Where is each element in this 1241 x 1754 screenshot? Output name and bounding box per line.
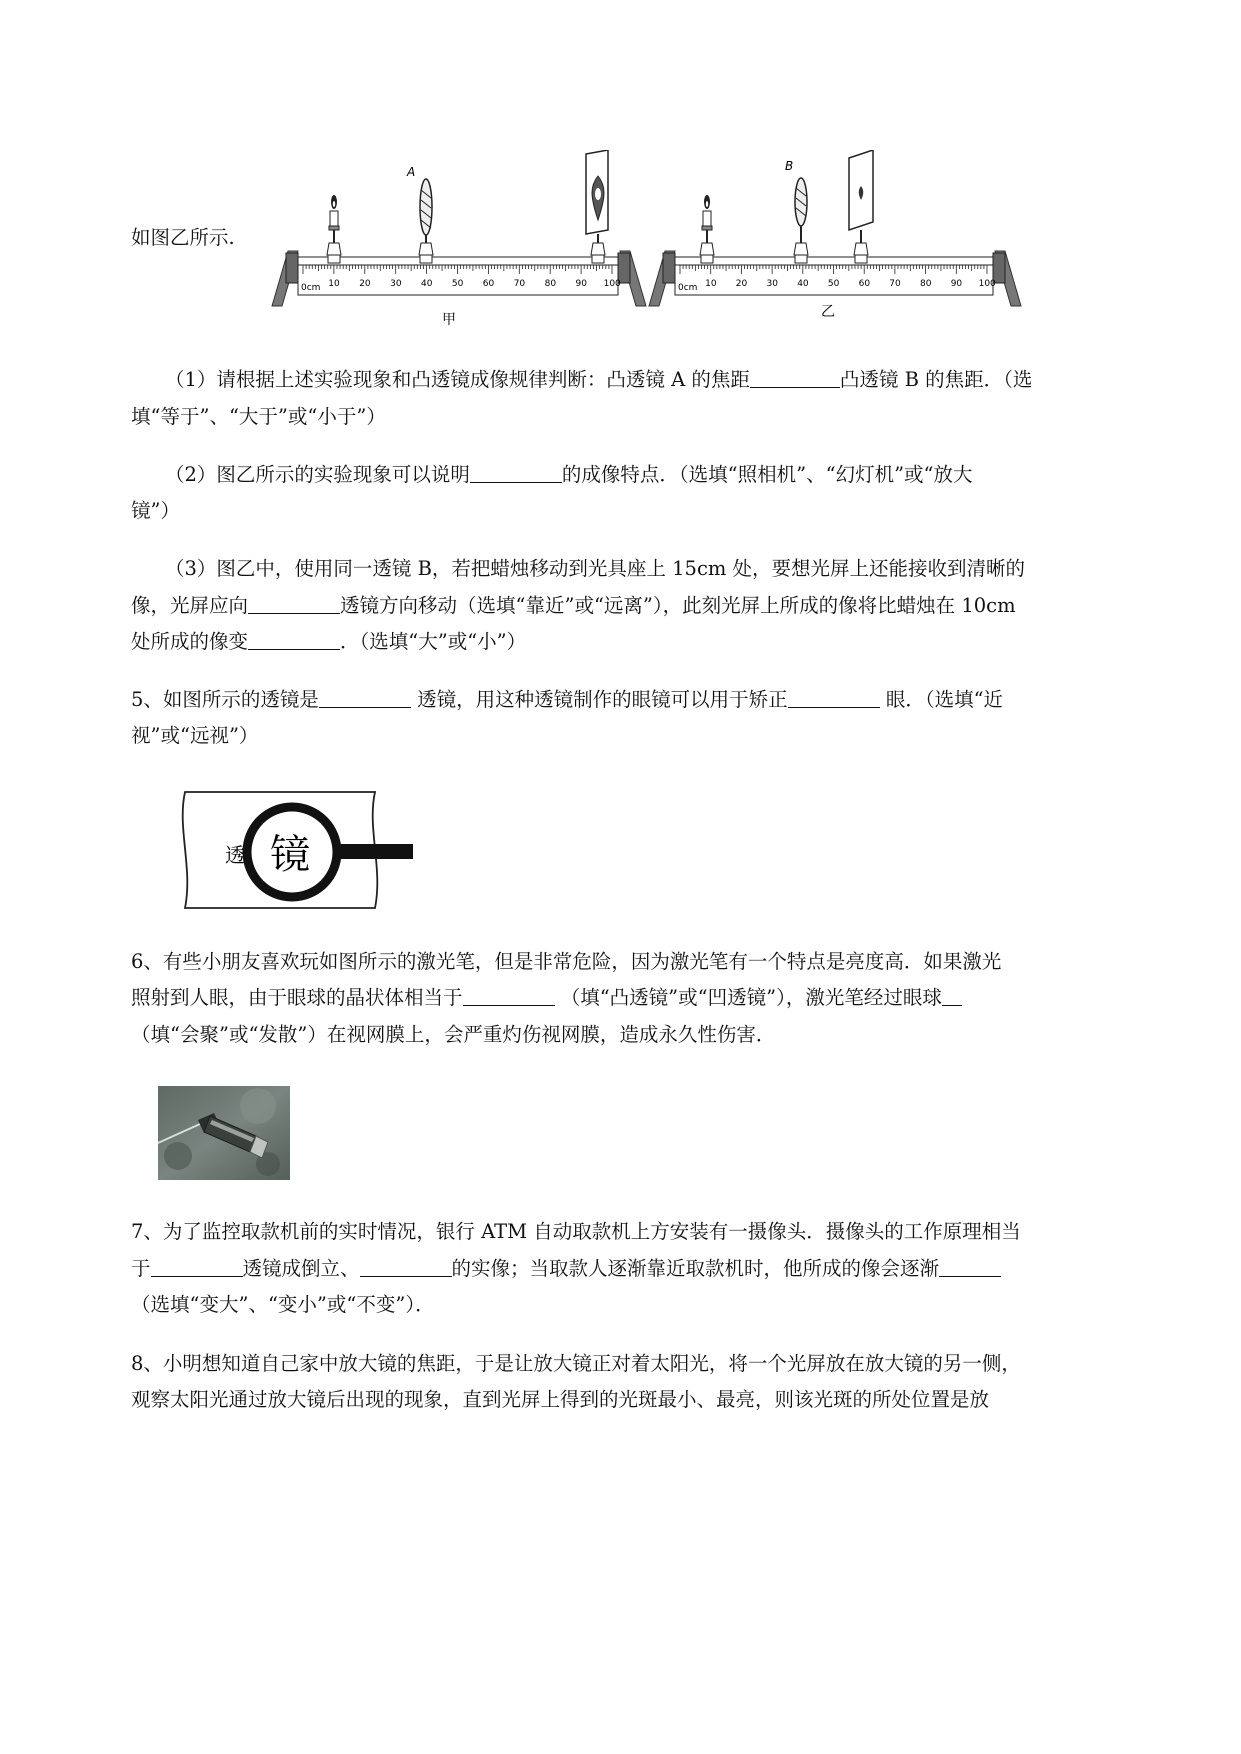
q5-text-b: 透镜，用这种透镜制作的眼镜可以用于矫正 <box>410 688 788 711</box>
q6-blank-2[interactable] <box>942 985 962 1006</box>
q7-text-d: 的实像；当取款人逐渐靠近取款机时，他所成的像会逐渐 <box>451 1257 940 1280</box>
q2-text-a: （2）图乙所示的实验现象可以说明 <box>165 463 470 486</box>
laser-pointer-photo <box>158 1086 290 1180</box>
q7-line2 <box>131 1255 1001 1283</box>
ruler-number: 100 <box>978 279 996 289</box>
q8-line1: 8、小明想知道自己家中放大镜的焦距，于是让放大镜正对着太阳光，将一个光屏放在放大镜的另一侧， <box>131 1352 1021 1375</box>
origin-label: 0cm <box>301 283 321 293</box>
lens-b <box>785 159 808 263</box>
q1-blank[interactable] <box>750 367 840 388</box>
q7-text-c: 透镜成倒立、 <box>242 1257 360 1280</box>
q2-line2: 镜”） <box>131 499 180 522</box>
q3-text-b: 像，光屏应向 <box>131 594 249 617</box>
q5-blank-2[interactable] <box>788 687 880 708</box>
q5-line2: 视”或“远视”） <box>131 724 259 747</box>
q3-line2 <box>131 592 1016 620</box>
q3-line3 <box>131 628 526 656</box>
ruler-number: 30 <box>390 279 402 289</box>
ruler-number: 40 <box>797 279 809 289</box>
q7-blank-2[interactable] <box>360 1256 452 1277</box>
q8-line2: 观察太阳光通过放大镜后出现的现象，直到光屏上得到的光斑最小、最亮，则该光斑的所处位置是放 <box>131 1388 990 1411</box>
screen <box>849 150 873 263</box>
q7-line3: （选填“变大”、“变小”或“不变”）． <box>131 1293 435 1316</box>
q7-line1: 7、为了监控取款机前的实时情况，银行 ATM 自动取款机上方安装有一摄像头．摄像头的工作原理相当 <box>131 1220 1021 1243</box>
candle <box>700 195 714 263</box>
ruler-number: 90 <box>950 279 963 289</box>
q7-text-b: 于 <box>131 1257 151 1280</box>
q6-line1: 6、有些小朋友喜欢玩如图所示的激光笔，但是非常危险，因为激光笔有一个特点是亮度高．如果激光 <box>131 950 1002 973</box>
ruler-number: 70 <box>889 279 901 289</box>
q3-text-c: 透镜方向移动（选填“靠近”或“远离”），此刻光屏上所成的像将比蜡烛在 10cm <box>340 594 1016 617</box>
ruler-number: 60 <box>482 279 495 289</box>
q3-blank-1[interactable] <box>248 593 340 614</box>
q6-text-c: （填“凸透镜”或“凹透镜”），激光笔经过眼球 <box>554 986 942 1009</box>
ruler-number: 60 <box>858 279 871 289</box>
ruler-number: 30 <box>766 279 778 289</box>
q6-line3: （填“会聚”或“发散”）在视网膜上，会严重灼伤视网膜，造成永久性伤害． <box>131 1023 776 1046</box>
q5-blank-1[interactable] <box>319 687 411 708</box>
q6-line2 <box>131 984 962 1012</box>
q1-text-a: （1）请根据上述实验现象和凸透镜成像规律判断：凸透镜 A 的焦距 <box>165 368 750 391</box>
q6-text-b: 照射到人眼，由于眼球的晶状体相当于 <box>131 986 463 1009</box>
ruler-number: 100 <box>603 279 621 289</box>
q3-text-d: 处所成的像变 <box>131 630 249 653</box>
intro-text: 如图乙所示. <box>131 226 235 249</box>
screen <box>586 150 608 263</box>
caption-yi: 乙 <box>821 304 835 320</box>
paper-char: 透 <box>225 843 245 867</box>
q2-blank[interactable] <box>470 462 562 483</box>
q3-text-e: ．（选填“大”或“小”） <box>340 630 527 653</box>
q3-line1: （3）图乙中，使用同一透镜 B，若把蜡烛移动到光具座上 15cm 处，要想光屏上还能接收到清晰的 <box>165 557 1026 580</box>
lens-b-label: B <box>785 159 794 173</box>
ruler-number: 80 <box>920 279 932 289</box>
q2-text-b: 的成像特点．（选填“照相机”、“幻灯机”或“放大 <box>561 463 973 486</box>
q1-line1 <box>165 366 1032 394</box>
ruler-number: 50 <box>451 279 464 289</box>
optical-bench-figure-yi <box>645 150 1025 330</box>
ruler-number: 40 <box>421 279 433 289</box>
ruler-number: 90 <box>575 279 587 289</box>
ruler-number: 80 <box>544 279 557 289</box>
q6-blank-1[interactable] <box>463 985 555 1006</box>
lens-a-label: A <box>407 165 416 179</box>
q5-text-a: 5、如图所示的透镜是 <box>131 688 319 711</box>
q2-line1 <box>165 461 973 489</box>
lens-a <box>406 165 433 263</box>
ruler-number: 70 <box>513 279 526 289</box>
ruler-number: 10 <box>705 279 717 289</box>
q5-line1 <box>131 686 1003 714</box>
magnified-char: 镜 <box>270 832 310 878</box>
ruler-number: 50 <box>827 279 840 289</box>
q5-text-c: 眼．（选填“近 <box>879 688 1004 711</box>
ruler-number: 10 <box>328 279 340 289</box>
ruler-number: 20 <box>735 279 748 289</box>
caption-jia: 甲 <box>442 312 456 328</box>
origin-label: 0cm <box>678 283 698 293</box>
q7-blank-3[interactable] <box>939 1256 1001 1277</box>
candle <box>327 195 341 263</box>
q1-text-b: 凸透镜 B 的焦距．（选 <box>839 368 1033 391</box>
optical-bench-figure-jia <box>268 150 648 330</box>
ruler-number: 20 <box>359 279 371 289</box>
q3-blank-2[interactable] <box>248 629 340 650</box>
q7-blank-1[interactable] <box>151 1256 243 1277</box>
lens-paper-figure <box>175 788 420 913</box>
q1-line2: 填“等于”、“大于”或“小于”） <box>131 405 386 428</box>
